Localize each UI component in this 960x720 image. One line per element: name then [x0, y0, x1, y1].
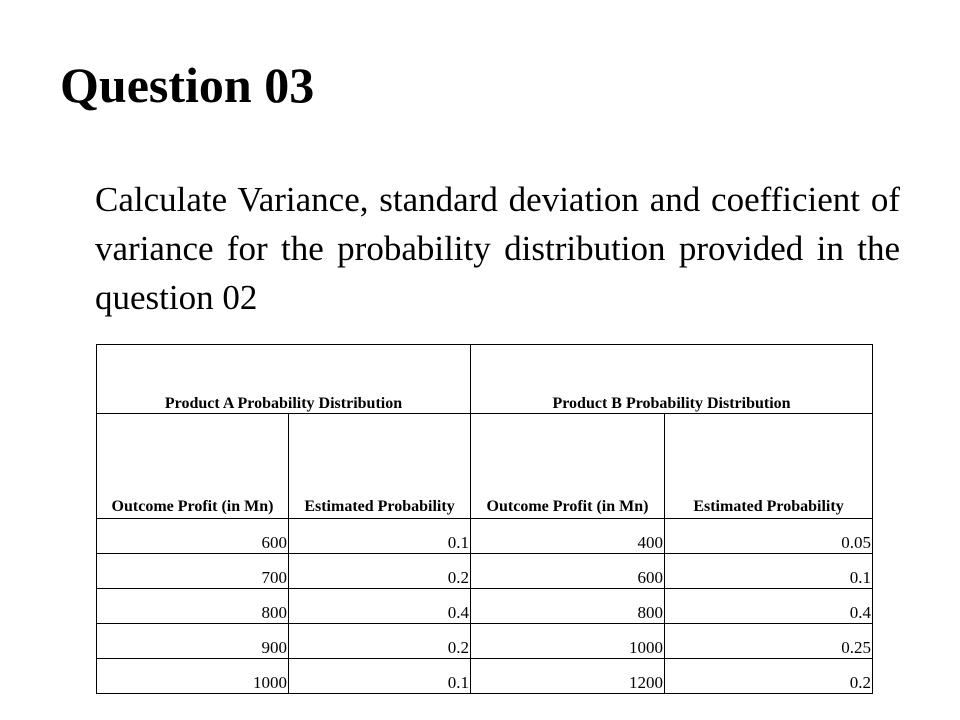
- product-b-outcome-cell: 800: [471, 589, 665, 624]
- group-header-row: [97, 345, 873, 414]
- slide-title: Question 03: [60, 57, 315, 113]
- product-a-probability-cell: 0.2: [289, 624, 471, 659]
- product-a-outcome-cell: 900: [97, 624, 289, 659]
- product-a-probability-cell: 0.1: [289, 519, 471, 554]
- product-b-probability-cell: 0.1: [665, 554, 873, 589]
- table-row: [97, 554, 873, 589]
- product-b-outcome-header: Outcome Profit (in Mn): [471, 414, 665, 519]
- product-a-outcome-cell: 700: [97, 554, 289, 589]
- probability-distribution-table: [96, 344, 873, 694]
- product-b-outcome-cell: 600: [471, 554, 665, 589]
- product-b-header: Product B Probability Distribution: [471, 345, 873, 414]
- product-a-probability-header: Estimated Probability: [289, 414, 471, 519]
- product-a-probability-cell: 0.4: [289, 589, 471, 624]
- product-a-outcome-header: Outcome Profit (in Mn): [97, 414, 289, 519]
- product-a-probability-cell: 0.1: [289, 659, 471, 694]
- product-b-outcome-cell: 1200: [471, 659, 665, 694]
- product-a-outcome-cell: 600: [97, 519, 289, 554]
- product-b-outcome-cell: 1000: [471, 624, 665, 659]
- product-a-header: Product A Probability Distribution: [97, 345, 471, 414]
- product-a-outcome-cell: 800: [97, 589, 289, 624]
- product-a-probability-cell: 0.2: [289, 554, 471, 589]
- question-text: Calculate Variance, standard deviation and coefficient of variance for the probability distribution provided in the question 02: [95, 180, 900, 317]
- column-header-row: [97, 414, 873, 519]
- product-b-probability-cell: 0.2: [665, 659, 873, 694]
- product-b-probability-cell: 0.25: [665, 624, 873, 659]
- table-row: [97, 659, 873, 694]
- product-b-outcome-cell: 400: [471, 519, 665, 554]
- product-a-outcome-cell: 1000: [97, 659, 289, 694]
- product-b-probability-header: Estimated Probability: [665, 414, 873, 519]
- product-b-probability-cell: 0.4: [665, 589, 873, 624]
- product-b-probability-cell: 0.05: [665, 519, 873, 554]
- table-row: [97, 624, 873, 659]
- table-row: [97, 519, 873, 554]
- table-row: [97, 589, 873, 624]
